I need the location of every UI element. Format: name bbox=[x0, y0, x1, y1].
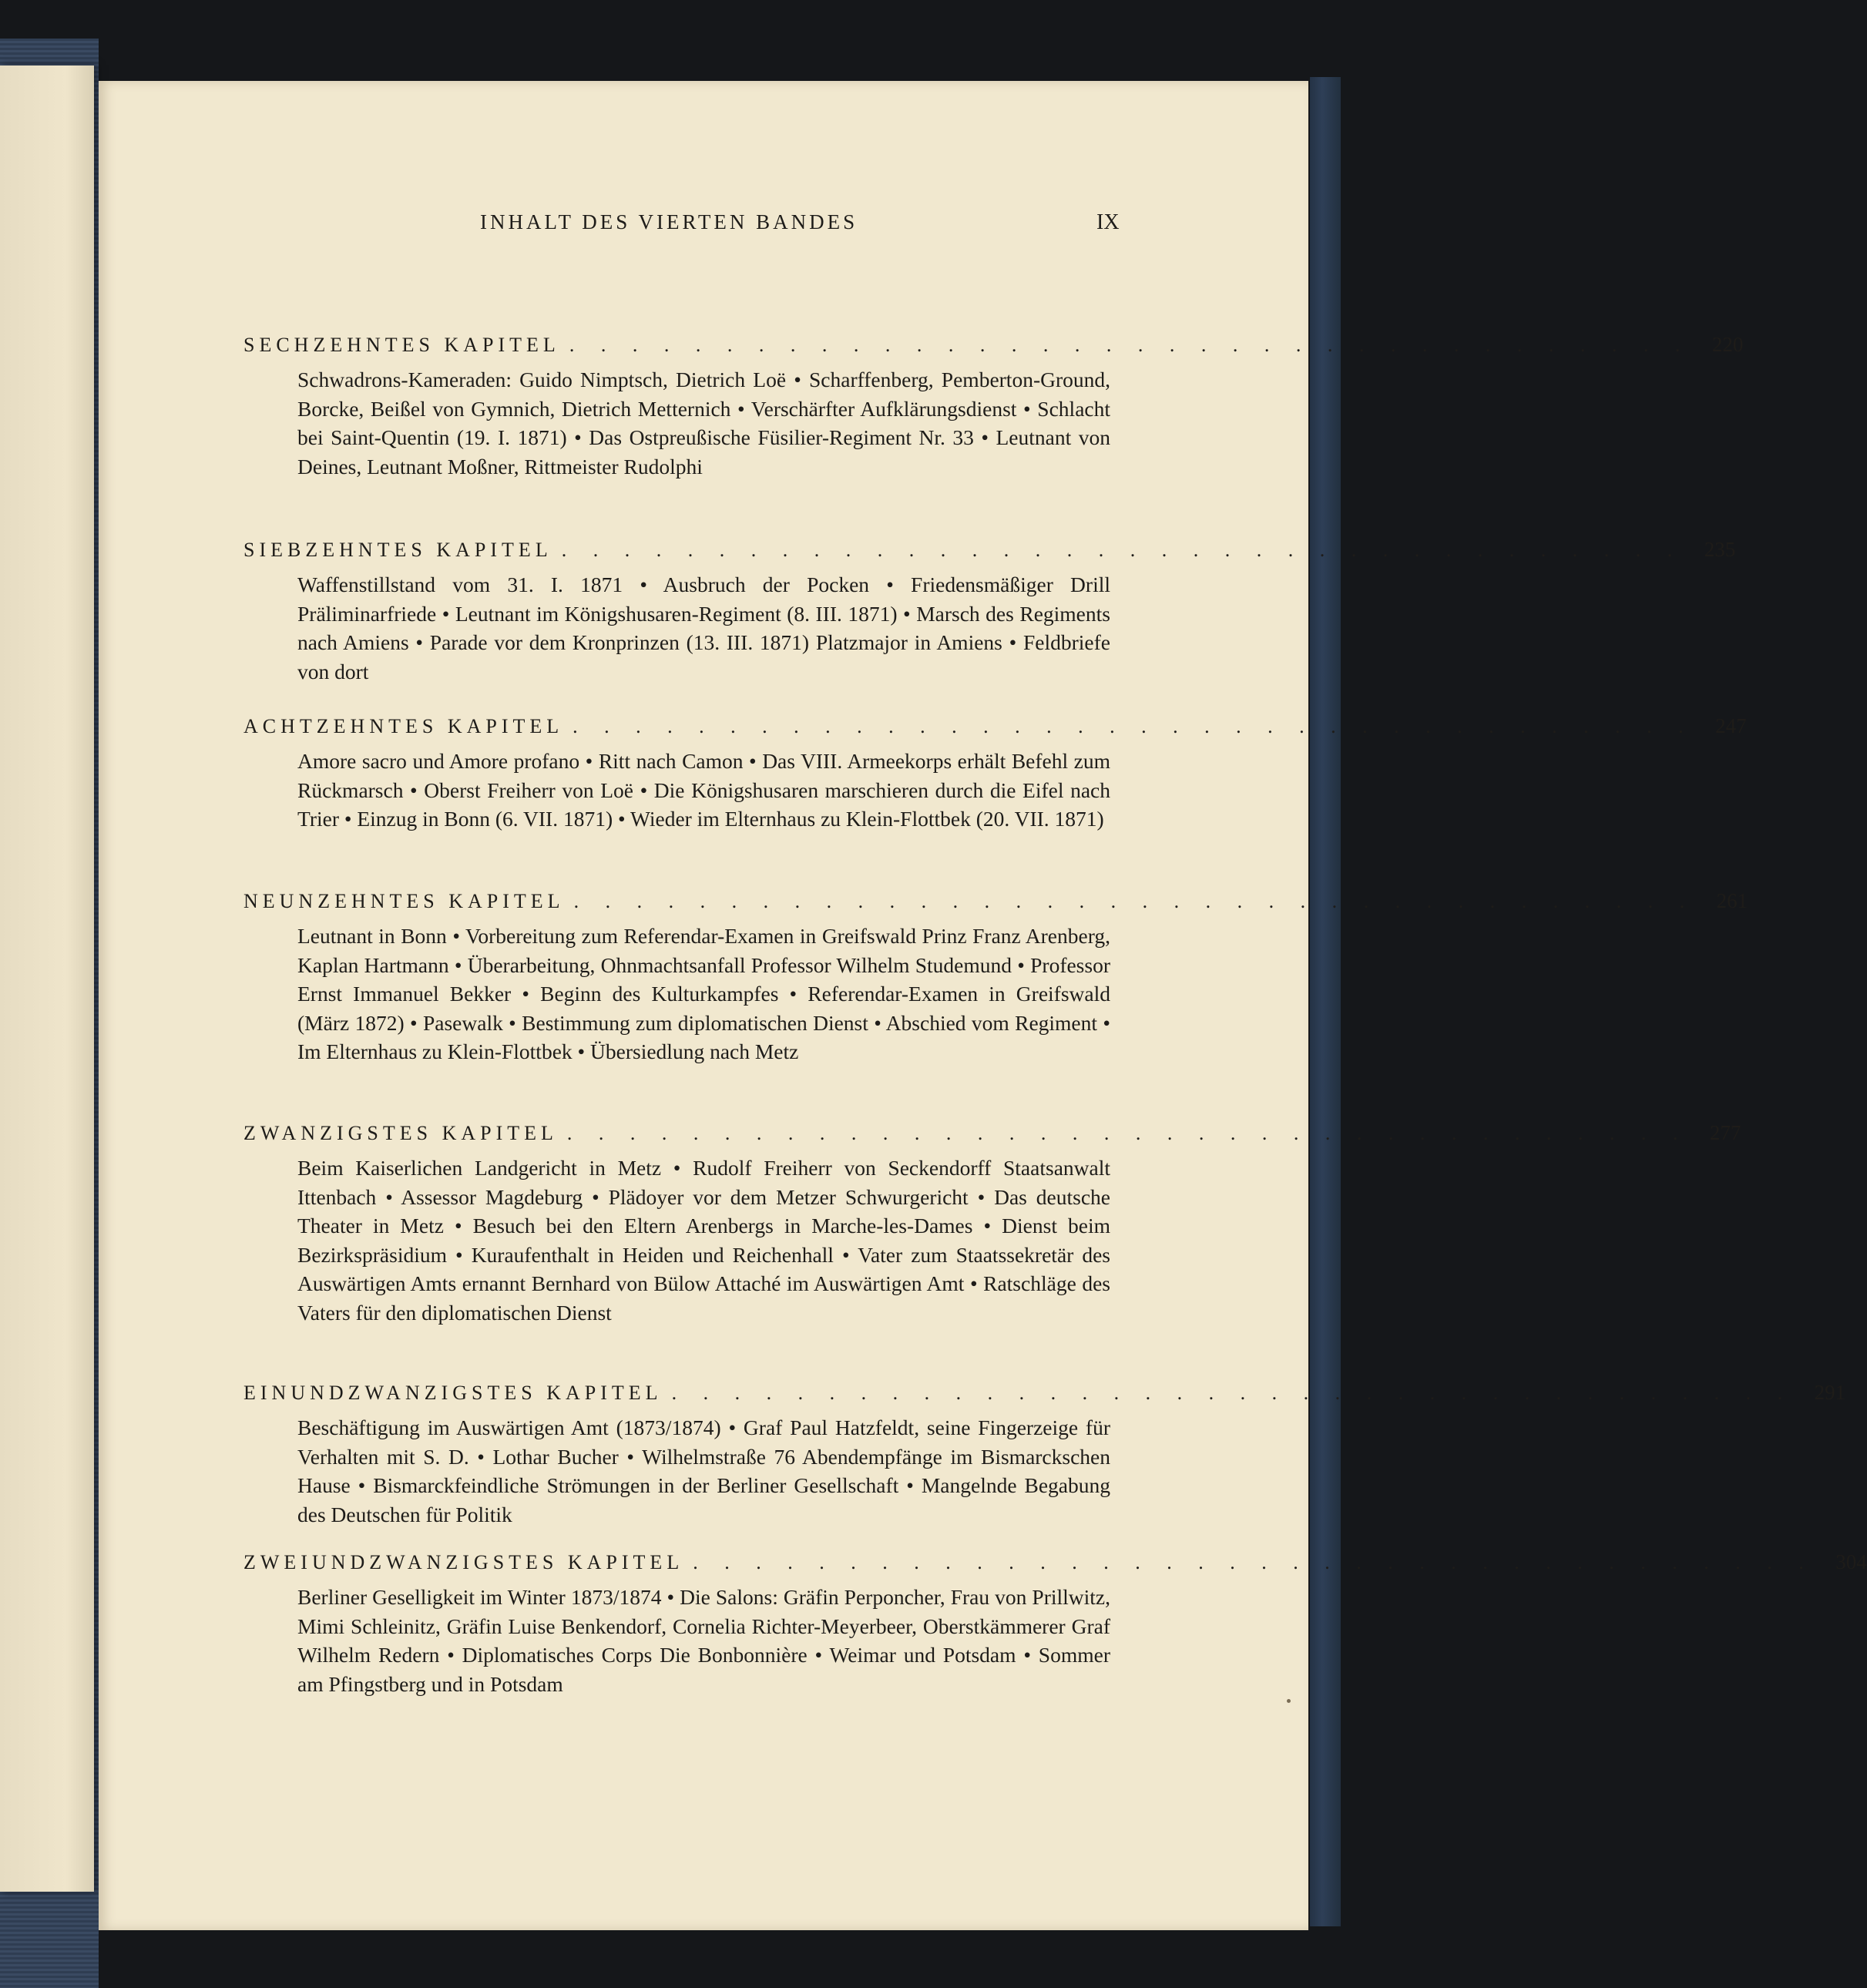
paper-speck bbox=[1287, 1699, 1291, 1703]
chapter-page-number: 277 bbox=[1709, 1121, 1741, 1144]
chapter-heading bbox=[243, 714, 1747, 745]
chapter-title: ACHTZEHNTES KAPITEL bbox=[243, 715, 564, 737]
chapter-summary: Berliner Geselligkeit im Winter 1873/1874 • Die Salons: Gräfin Perponcher, Frau von Prillwitz, Mimi Schleinitz, Gräfin Luise Benkendorf, Cornelia Richter-Meyerbeer, Oberstkämmerer Graf Wilhelm Redern • Diplomatisches Corps Die Bonbonnière • Weimar und Potsdam • Sommer am Pfingstberg und in Potsdam bbox=[297, 1585, 1110, 1696]
dot-leader: . . . . . . . . . . . . . . . . . . . . . . . . . . . . . . . . . . . . bbox=[671, 1382, 1794, 1404]
chapter-heading bbox=[243, 1550, 1867, 1581]
chapter-summary: Beim Kaiserlichen Landgericht in Metz • Rudolf Freiherr von Seckendorff Staatsanwalt Ittenbach • Assessor Magdeburg • Plädoyer vor dem Metzer Schwurgericht • Das deutsche Theater in Metz • Besuch bei den Eltern Arenbergs in Marche-les-Dames • Dienst beim Bezirkspräsidium • Kuraufenthalt in Heiden und Reichenhall • Vater zum Staatssekretär des Auswärtigen Amts ernannt Bernhard von Bülow Attaché im Auswärtigen Amt • Ratschläge des Vaters für den diplomatischen Dienst bbox=[297, 1156, 1110, 1325]
page-number: IX bbox=[1096, 210, 1120, 234]
chapter-title: NEUNZEHNTES KAPITEL bbox=[243, 890, 565, 912]
chapter-heading bbox=[243, 889, 1748, 920]
chapter-title: EINUNDZWANZIGSTES KAPITEL bbox=[243, 1382, 663, 1404]
chapter-title: SIEBZEHNTES KAPITEL bbox=[243, 539, 552, 561]
dot-leader: . . . . . . . . . . . . . . . . . . . . . . . . . . . . . . . . . . . . bbox=[569, 334, 1691, 356]
dot-leader: . . . . . . . . . . . . . . . . . . . . . . . . . . . . . . . . . . . . bbox=[693, 1551, 1815, 1573]
chapter-heading bbox=[243, 1121, 1741, 1152]
facing-page-edge bbox=[0, 65, 94, 1892]
chapter-summary: Waffenstillstand vom 31. I. 1871 • Ausbruch der Pocken • Friedensmäßiger Drill Präliminarfriede • Leutnant im Königshusaren-Regiment (8. III. 1871) • Marsch des Regiments nach Amiens • Parade vor dem Kronprinzen (13. III. 1871) Platzmajor in Amiens • Feldbriefe von dort bbox=[297, 573, 1110, 683]
chapter-page-number: 235 bbox=[1704, 538, 1736, 561]
chapter-summary: Schwadrons-Kameraden: Guido Nimptsch, Dietrich Loë • Scharffenberg, Pemberton-Ground, Borcke, Beißel von Gymnich, Dietrich Metternich • Verschärfter Aufklärungsdienst • Schlacht bei Saint-Quentin (19. I. 1871) • Das Ostpreußische Füsilier-Regiment Nr. 33 • Leutnant von Deines, Leutnant Moßner, Rittmeister Rudolphi bbox=[297, 368, 1110, 479]
chapter-page-number: 304 bbox=[1835, 1550, 1867, 1573]
chapter-title: ZWEIUNDZWANZIGSTES KAPITEL bbox=[243, 1551, 684, 1573]
chapter-heading bbox=[243, 333, 1744, 364]
chapter-title: SECHZEHNTES KAPITEL bbox=[243, 334, 560, 356]
chapter-summary: Beschäftigung im Auswärtigen Amt (1873/1874) • Graf Paul Hatzfeldt, seine Fingerzeige für Verhalten mit S. D. • Lothar Bucher • Wilhelmstraße 76 Abendempfänge im Bismarckschen Hause • Bismarckfeindliche Strömungen in der Berliner Gesellschaft • Mangelnde Begabung des Deutschen für Politik bbox=[297, 1415, 1110, 1526]
chapter-page-number: 247 bbox=[1715, 714, 1747, 737]
chapter-heading bbox=[243, 1381, 1846, 1412]
chapter-page-number: 220 bbox=[1711, 333, 1744, 356]
chapter-page-number: 261 bbox=[1716, 889, 1748, 912]
chapter-summary: Leutnant in Bonn • Vorbereitung zum Referendar-Examen in Greifswald Prinz Franz Arenberg, Kaplan Hartmann • Überarbeitung, Ohnmachtsanfall Professor Wilhelm Studemund • Professor Ernst Immanuel Bekker • Beginn des Kulturkampfes • Referendar-Examen in Greifswald (März 1872) • Pasewalk • Bestimmung zum diplomatischen Dienst • Abschied vom Regiment • Im Elternhaus zu Klein-Flottbek • Übersiedlung nach Metz bbox=[297, 924, 1110, 1063]
dot-leader: . . . . . . . . . . . . . . . . . . . . . . . . . . . . . . . . . . . . bbox=[561, 539, 1684, 561]
running-head bbox=[99, 210, 1308, 241]
chapter-title: ZWANZIGSTES KAPITEL bbox=[243, 1122, 558, 1144]
dot-leader: . . . . . . . . . . . . . . . . . . . . . . . . . . . . . . . . . . . . bbox=[566, 1122, 1689, 1144]
chapter-summary: Amore sacro und Amore profano • Ritt nach Camon • Das VIII. Armeekorps erhält Befehl zum Rückmarsch • Oberst Freiherr von Loë • Die Königshusaren marschieren durch die Eifel nach Trier • Einzug in Bonn (6. VII. 1871) • Wieder im Elternhaus zu Klein-Flottbek (20. VII. 1871) bbox=[297, 749, 1110, 831]
dot-leader: . . . . . . . . . . . . . . . . . . . . . . . . . . . . . . . . . . . . bbox=[573, 890, 1696, 912]
book-page bbox=[99, 81, 1867, 1930]
dot-leader: . . . . . . . . . . . . . . . . . . . . . . . . . . . . . . . . . . . . bbox=[573, 715, 1694, 737]
chapter-page-number: 291 bbox=[1814, 1381, 1846, 1404]
chapter-heading bbox=[243, 538, 1736, 569]
running-title: INHALT DES VIERTEN BANDES bbox=[480, 210, 858, 233]
